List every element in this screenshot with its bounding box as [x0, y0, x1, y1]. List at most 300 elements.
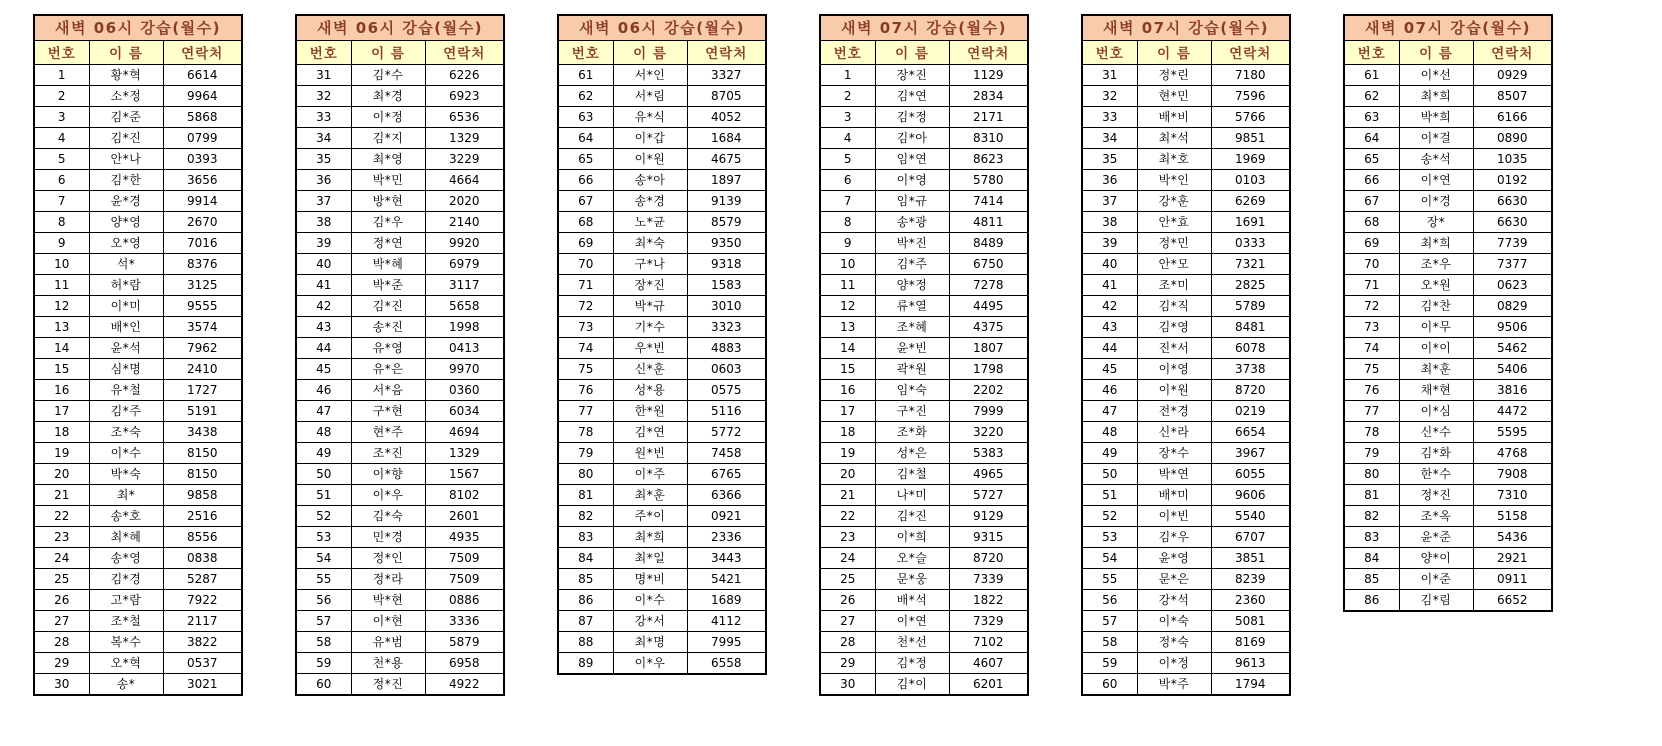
- row-number-cell: 70: [558, 253, 613, 274]
- contact-cell: 0623: [1473, 274, 1552, 295]
- table-row: [558, 211, 766, 232]
- table-row: [34, 232, 242, 253]
- name-cell: 조*혜: [875, 316, 949, 337]
- contact-cell: 9858: [163, 484, 242, 505]
- row-number-cell: 65: [558, 148, 613, 169]
- contact-cell: 6536: [425, 106, 504, 127]
- name-cell: 박*규: [613, 295, 687, 316]
- table-row: [820, 190, 1028, 211]
- contact-cell: 3574: [163, 316, 242, 337]
- contact-cell: 8720: [1211, 379, 1290, 400]
- name-cell: 채*현: [1399, 379, 1473, 400]
- table-row: [296, 127, 504, 148]
- name-cell: 안*효: [1137, 211, 1211, 232]
- contact-cell: 5436: [1473, 526, 1552, 547]
- contact-cell: 5879: [425, 631, 504, 652]
- contact-cell: 5081: [1211, 610, 1290, 631]
- table-row: [296, 547, 504, 568]
- contact-cell: 1969: [1211, 148, 1290, 169]
- contact-cell: 6078: [1211, 337, 1290, 358]
- name-cell: 이*주: [613, 463, 687, 484]
- contact-cell: 0333: [1211, 232, 1290, 253]
- row-number-cell: 71: [1344, 274, 1399, 295]
- row-number-cell: 27: [820, 610, 875, 631]
- name-cell: 김*이: [875, 673, 949, 695]
- name-cell: 송*광: [875, 211, 949, 232]
- name-cell: 김*주: [89, 400, 163, 421]
- table-row: [296, 631, 504, 652]
- name-cell: 최*훈: [613, 484, 687, 505]
- row-number-cell: 84: [1344, 547, 1399, 568]
- contact-cell: 2825: [1211, 274, 1290, 295]
- row-number-cell: 3: [34, 106, 89, 127]
- name-cell: 구*나: [613, 253, 687, 274]
- table-row: [34, 169, 242, 190]
- table-row: [558, 400, 766, 421]
- row-number-cell: 3: [820, 106, 875, 127]
- contact-cell: 6201: [949, 673, 1028, 695]
- table-row: [1082, 484, 1290, 505]
- column-header: 이 름: [351, 40, 425, 64]
- table-row: [1344, 442, 1552, 463]
- row-number-cell: 42: [1082, 295, 1137, 316]
- table-row: [558, 610, 766, 631]
- contact-cell: 5116: [687, 400, 766, 421]
- contact-cell: 1807: [949, 337, 1028, 358]
- table-row: [558, 148, 766, 169]
- table-row: [1344, 358, 1552, 379]
- contact-cell: 3822: [163, 631, 242, 652]
- table-row: [558, 85, 766, 106]
- name-cell: 고*람: [89, 589, 163, 610]
- table-row: [820, 253, 1028, 274]
- row-number-cell: 71: [558, 274, 613, 295]
- row-number-cell: 23: [34, 526, 89, 547]
- table-row: [1344, 589, 1552, 611]
- row-number-cell: 50: [296, 463, 351, 484]
- name-cell: 조*옥: [1399, 505, 1473, 526]
- row-number-cell: 85: [1344, 568, 1399, 589]
- table-row: [296, 64, 504, 85]
- contact-cell: 6923: [425, 85, 504, 106]
- contact-cell: 5540: [1211, 505, 1290, 526]
- row-number-cell: 69: [1344, 232, 1399, 253]
- table-row: [820, 379, 1028, 400]
- table-row: [1082, 610, 1290, 631]
- name-cell: 이*수: [89, 442, 163, 463]
- name-cell: 윤*경: [89, 190, 163, 211]
- row-number-cell: 43: [1082, 316, 1137, 337]
- name-cell: 김*진: [875, 505, 949, 526]
- contact-cell: 7377: [1473, 253, 1552, 274]
- row-number-cell: 19: [820, 442, 875, 463]
- name-cell: 박*준: [351, 274, 425, 295]
- contact-cell: 3738: [1211, 358, 1290, 379]
- name-cell: 유*은: [351, 358, 425, 379]
- row-number-cell: 19: [34, 442, 89, 463]
- contact-cell: 7321: [1211, 253, 1290, 274]
- table-row: [820, 316, 1028, 337]
- name-cell: 이*원: [613, 148, 687, 169]
- row-number-cell: 26: [820, 589, 875, 610]
- name-cell: 배*비: [1137, 106, 1211, 127]
- contact-cell: 0911: [1473, 568, 1552, 589]
- name-cell: 김*연: [613, 421, 687, 442]
- roster-table: [819, 14, 1029, 696]
- contact-cell: 5421: [687, 568, 766, 589]
- table-row: [296, 190, 504, 211]
- name-cell: 류*열: [875, 295, 949, 316]
- name-cell: 이*원: [1137, 379, 1211, 400]
- name-cell: 김*주: [875, 253, 949, 274]
- name-cell: 이*정: [351, 106, 425, 127]
- name-cell: 강*서: [613, 610, 687, 631]
- row-number-cell: 52: [1082, 505, 1137, 526]
- name-cell: 김*경: [89, 568, 163, 589]
- name-cell: 나*미: [875, 484, 949, 505]
- contact-cell: 8720: [949, 547, 1028, 568]
- table-row: [558, 316, 766, 337]
- table-row: [1082, 631, 1290, 652]
- table-row: [34, 379, 242, 400]
- contact-cell: 0829: [1473, 295, 1552, 316]
- name-cell: 양*이: [1399, 547, 1473, 568]
- table-row: [558, 421, 766, 442]
- table-row: [1082, 211, 1290, 232]
- row-number-cell: 49: [1082, 442, 1137, 463]
- contact-cell: 3125: [163, 274, 242, 295]
- row-number-cell: 55: [296, 568, 351, 589]
- table-row: [34, 316, 242, 337]
- table-row: [1344, 148, 1552, 169]
- column-header: 번호: [558, 40, 613, 64]
- contact-cell: 4935: [425, 526, 504, 547]
- table-row: [820, 421, 1028, 442]
- row-number-cell: 34: [296, 127, 351, 148]
- name-cell: 송*: [89, 673, 163, 695]
- row-number-cell: 31: [1082, 64, 1137, 85]
- name-cell: 신*훈: [613, 358, 687, 379]
- row-number-cell: 86: [1344, 589, 1399, 611]
- contact-cell: 5658: [425, 295, 504, 316]
- table-row: [1082, 400, 1290, 421]
- name-cell: 성*은: [875, 442, 949, 463]
- contact-cell: 7509: [425, 547, 504, 568]
- contact-cell: 5772: [687, 421, 766, 442]
- row-number-cell: 13: [34, 316, 89, 337]
- roster-table: [1343, 14, 1553, 612]
- row-number-cell: 21: [34, 484, 89, 505]
- table-row: [558, 652, 766, 674]
- table-row: [820, 127, 1028, 148]
- name-cell: 유*범: [351, 631, 425, 652]
- name-cell: 주*이: [613, 505, 687, 526]
- name-cell: 배*미: [1137, 484, 1211, 505]
- row-number-cell: 2: [820, 85, 875, 106]
- table-title: 새벽 07시 강습(월수): [1344, 15, 1552, 40]
- contact-cell: 4922: [425, 673, 504, 695]
- table-row: [34, 484, 242, 505]
- row-number-cell: 41: [1082, 274, 1137, 295]
- name-cell: 오*원: [1399, 274, 1473, 295]
- contact-cell: 7995: [687, 631, 766, 652]
- name-cell: 서*림: [613, 85, 687, 106]
- name-cell: 윤*영: [1137, 547, 1211, 568]
- name-cell: 허*람: [89, 274, 163, 295]
- table-row: [820, 610, 1028, 631]
- table-row: [1344, 211, 1552, 232]
- column-header: 이 름: [1399, 40, 1473, 64]
- table-row: [296, 610, 504, 631]
- row-number-cell: 73: [1344, 316, 1399, 337]
- contact-cell: 4694: [425, 421, 504, 442]
- column-header: 연락처: [425, 40, 504, 64]
- contact-cell: 0929: [1473, 64, 1552, 85]
- row-number-cell: 51: [296, 484, 351, 505]
- table-title: 새벽 07시 강습(월수): [820, 15, 1028, 40]
- contact-cell: 6654: [1211, 421, 1290, 442]
- contact-cell: 6034: [425, 400, 504, 421]
- row-number-cell: 87: [558, 610, 613, 631]
- name-cell: 정*인: [351, 547, 425, 568]
- name-cell: 민*경: [351, 526, 425, 547]
- contact-cell: 9350: [687, 232, 766, 253]
- name-cell: 김*아: [875, 127, 949, 148]
- row-number-cell: 83: [558, 526, 613, 547]
- contact-cell: 4965: [949, 463, 1028, 484]
- column-header: 번호: [820, 40, 875, 64]
- name-cell: 정*진: [1399, 484, 1473, 505]
- row-number-cell: 34: [1082, 127, 1137, 148]
- column-header: 연락처: [1211, 40, 1290, 64]
- row-number-cell: 70: [1344, 253, 1399, 274]
- row-number-cell: 82: [558, 505, 613, 526]
- row-number-cell: 18: [820, 421, 875, 442]
- name-cell: 임*숙: [875, 379, 949, 400]
- name-cell: 복*수: [89, 631, 163, 652]
- contact-cell: 9914: [163, 190, 242, 211]
- name-cell: 박*숙: [89, 463, 163, 484]
- name-cell: 정*린: [1137, 64, 1211, 85]
- row-number-cell: 68: [1344, 211, 1399, 232]
- row-number-cell: 47: [296, 400, 351, 421]
- contact-cell: 0603: [687, 358, 766, 379]
- row-number-cell: 67: [558, 190, 613, 211]
- name-cell: 한*수: [1399, 463, 1473, 484]
- row-number-cell: 27: [34, 610, 89, 631]
- name-cell: 문*웅: [875, 568, 949, 589]
- table-row: [1082, 148, 1290, 169]
- name-cell: 정*진: [351, 673, 425, 695]
- table-row: [34, 589, 242, 610]
- column-header: 연락처: [163, 40, 242, 64]
- name-cell: 박*현: [351, 589, 425, 610]
- table-row: [296, 358, 504, 379]
- contact-cell: 1897: [687, 169, 766, 190]
- table-row: [34, 547, 242, 568]
- table-row: [558, 127, 766, 148]
- contact-cell: 8481: [1211, 316, 1290, 337]
- row-number-cell: 78: [558, 421, 613, 442]
- table-row: [1344, 379, 1552, 400]
- contact-cell: 6166: [1473, 106, 1552, 127]
- row-number-cell: 36: [1082, 169, 1137, 190]
- contact-cell: 3438: [163, 421, 242, 442]
- contact-cell: 6652: [1473, 589, 1552, 611]
- row-number-cell: 81: [558, 484, 613, 505]
- row-number-cell: 29: [34, 652, 89, 673]
- contact-cell: 6707: [1211, 526, 1290, 547]
- name-cell: 곽*원: [875, 358, 949, 379]
- table-row: [1082, 337, 1290, 358]
- contact-cell: 0886: [425, 589, 504, 610]
- row-number-cell: 77: [558, 400, 613, 421]
- table-row: [34, 673, 242, 695]
- name-cell: 박*주: [1137, 673, 1211, 695]
- name-cell: 조*화: [875, 421, 949, 442]
- contact-cell: 1822: [949, 589, 1028, 610]
- row-number-cell: 75: [1344, 358, 1399, 379]
- name-cell: 최*호: [1137, 148, 1211, 169]
- name-cell: 명*비: [613, 568, 687, 589]
- name-cell: 김*숙: [351, 505, 425, 526]
- name-cell: 배*인: [89, 316, 163, 337]
- name-cell: 서*음: [351, 379, 425, 400]
- row-number-cell: 53: [1082, 526, 1137, 547]
- contact-cell: 4375: [949, 316, 1028, 337]
- row-number-cell: 4: [34, 127, 89, 148]
- row-number-cell: 6: [820, 169, 875, 190]
- name-cell: 이*연: [1399, 169, 1473, 190]
- table-row: [820, 568, 1028, 589]
- table-row: [296, 295, 504, 316]
- name-cell: 최*경: [351, 85, 425, 106]
- name-cell: 최*석: [1137, 127, 1211, 148]
- row-number-cell: 68: [558, 211, 613, 232]
- name-cell: 정*숙: [1137, 631, 1211, 652]
- name-cell: 박*인: [1137, 169, 1211, 190]
- table-row: [296, 148, 504, 169]
- row-number-cell: 60: [1082, 673, 1137, 695]
- contact-cell: 8102: [425, 484, 504, 505]
- contact-cell: 3323: [687, 316, 766, 337]
- table-row: [1344, 568, 1552, 589]
- table-row: [34, 505, 242, 526]
- table-row: [1082, 505, 1290, 526]
- row-number-cell: 56: [296, 589, 351, 610]
- contact-cell: 2171: [949, 106, 1028, 127]
- name-cell: 천*용: [351, 652, 425, 673]
- name-cell: 이*선: [1399, 64, 1473, 85]
- table-row: [558, 169, 766, 190]
- contact-cell: 8623: [949, 148, 1028, 169]
- name-cell: 김*찬: [1399, 295, 1473, 316]
- contact-cell: 4112: [687, 610, 766, 631]
- table-row: [296, 316, 504, 337]
- table-row: [1082, 673, 1290, 695]
- name-cell: 이*영: [1137, 358, 1211, 379]
- table-row: [296, 274, 504, 295]
- contact-cell: 2516: [163, 505, 242, 526]
- row-number-cell: 24: [820, 547, 875, 568]
- table-row: [820, 652, 1028, 673]
- contact-cell: 2601: [425, 505, 504, 526]
- name-cell: 김*우: [1137, 526, 1211, 547]
- name-cell: 임*규: [875, 190, 949, 211]
- roster-table: [557, 14, 767, 675]
- row-number-cell: 25: [34, 568, 89, 589]
- row-number-cell: 41: [296, 274, 351, 295]
- name-cell: 송*아: [613, 169, 687, 190]
- row-number-cell: 66: [1344, 169, 1399, 190]
- table-row: [558, 232, 766, 253]
- contact-cell: 8150: [163, 463, 242, 484]
- column-header: 연락처: [687, 40, 766, 64]
- name-cell: 최*일: [613, 547, 687, 568]
- contact-cell: 7999: [949, 400, 1028, 421]
- contact-cell: 3229: [425, 148, 504, 169]
- row-number-cell: 39: [1082, 232, 1137, 253]
- table-row: [558, 547, 766, 568]
- row-number-cell: 17: [820, 400, 875, 421]
- name-cell: 오*슬: [875, 547, 949, 568]
- row-number-cell: 43: [296, 316, 351, 337]
- name-cell: 최*영: [351, 148, 425, 169]
- row-number-cell: 39: [296, 232, 351, 253]
- contact-cell: 5462: [1473, 337, 1552, 358]
- row-number-cell: 32: [1082, 85, 1137, 106]
- table-row: [1082, 316, 1290, 337]
- name-cell: 양*영: [89, 211, 163, 232]
- row-number-cell: 77: [1344, 400, 1399, 421]
- table-row: [558, 190, 766, 211]
- contact-cell: 3656: [163, 169, 242, 190]
- name-cell: 오*혁: [89, 652, 163, 673]
- row-number-cell: 1: [34, 64, 89, 85]
- table-row: [296, 211, 504, 232]
- table-title: 새벽 06시 강습(월수): [296, 15, 504, 40]
- row-number-cell: 79: [558, 442, 613, 463]
- contact-cell: 8705: [687, 85, 766, 106]
- name-cell: 이*우: [613, 652, 687, 674]
- row-number-cell: 42: [296, 295, 351, 316]
- contact-cell: 9139: [687, 190, 766, 211]
- contact-cell: 0575: [687, 379, 766, 400]
- table-row: [296, 652, 504, 673]
- contact-cell: 7339: [949, 568, 1028, 589]
- row-number-cell: 51: [1082, 484, 1137, 505]
- row-number-cell: 30: [34, 673, 89, 695]
- name-cell: 방*현: [351, 190, 425, 211]
- contact-cell: 1689: [687, 589, 766, 610]
- name-cell: 강*훈: [1137, 190, 1211, 211]
- table-row: [820, 400, 1028, 421]
- name-cell: 이*빈: [1137, 505, 1211, 526]
- contact-cell: 8150: [163, 442, 242, 463]
- table-row: [1082, 190, 1290, 211]
- name-cell: 김*정: [875, 652, 949, 673]
- table-row: [34, 568, 242, 589]
- table-row: [1082, 169, 1290, 190]
- table-row: [34, 127, 242, 148]
- row-number-cell: 75: [558, 358, 613, 379]
- table-row: [34, 148, 242, 169]
- row-number-cell: 67: [1344, 190, 1399, 211]
- name-cell: 최*희: [1399, 232, 1473, 253]
- name-cell: 이*연: [875, 610, 949, 631]
- row-number-cell: 63: [558, 106, 613, 127]
- name-cell: 최*희: [613, 526, 687, 547]
